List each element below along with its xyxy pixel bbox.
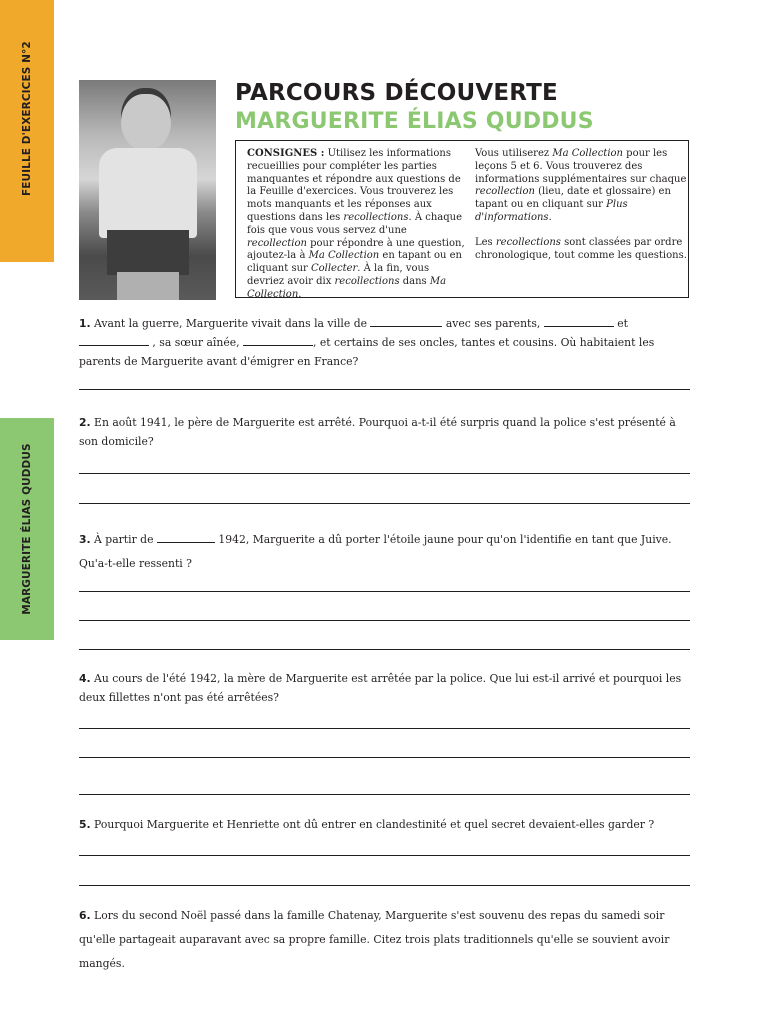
worksheet-tab-label: FEUILLE D'EXERCICES N°2 bbox=[21, 41, 33, 196]
question-number: 3. bbox=[79, 533, 91, 546]
fill-blank-parent-1[interactable] bbox=[544, 317, 614, 327]
question-text: 1942, Marguerite a dû porter l'étoile jaune pour qu'on l'identifie en tant que Juive. Qu'a-t-elle ressenti ? bbox=[79, 533, 672, 570]
instructions-em: recollections bbox=[343, 211, 409, 223]
instructions-em: Plus d'informations bbox=[475, 199, 628, 223]
instructions-em: recollections bbox=[495, 236, 561, 248]
fill-blank-city[interactable] bbox=[370, 317, 442, 327]
question-5 bbox=[79, 815, 694, 834]
answer-line[interactable] bbox=[79, 389, 690, 390]
fill-blank-sister[interactable] bbox=[243, 336, 313, 346]
instructions-text: (lieu, date et glossaire) en tapant ou en cliquant sur bbox=[475, 186, 671, 211]
instructions-text: . bbox=[548, 211, 552, 223]
question-2 bbox=[79, 413, 694, 451]
instructions-col-1 bbox=[247, 148, 469, 314]
question-text: avec ses parents, bbox=[442, 317, 544, 330]
instructions-text: Vous utiliserez bbox=[475, 148, 553, 159]
answer-line[interactable] bbox=[79, 855, 690, 856]
instructions-text: dans bbox=[399, 275, 430, 287]
question-text: Avant la guerre, Marguerite vivait dans la ville de bbox=[90, 317, 371, 330]
answer-line[interactable] bbox=[79, 473, 690, 474]
question-number: 1. bbox=[79, 317, 91, 330]
instructions-text: pour les leçons 5 et 6. Vous trouverez des informations supplémentaires sur chaque bbox=[475, 148, 687, 185]
person-tab-label: MARGUERITE ÉLIAS QUDDUS bbox=[21, 443, 33, 615]
instructions-box bbox=[235, 140, 689, 298]
question-number: 4. bbox=[79, 672, 91, 685]
question-text: En août 1941, le père de Marguerite est arrêté. Pourquoi a-t-il été surpris quand la police s'est présenté à son domicile? bbox=[79, 416, 676, 448]
page-subtitle: MARGUERITE ÉLIAS QUDDUS bbox=[235, 109, 594, 134]
instructions-em: recollection bbox=[475, 186, 535, 198]
question-text: À partir de bbox=[90, 533, 157, 546]
instructions-text: pour répondre à une question, ajoutez-la à bbox=[247, 237, 465, 262]
question-number: 2. bbox=[79, 416, 91, 429]
answer-line[interactable] bbox=[79, 794, 690, 795]
question-1 bbox=[79, 314, 694, 371]
fill-blank-parent-2[interactable] bbox=[79, 336, 149, 346]
question-4 bbox=[79, 669, 694, 707]
instructions-em: recollections bbox=[334, 275, 400, 287]
question-text: Pourquoi Marguerite et Henriette ont dû entrer en clandestinité et quel secret devaient-elles garder ? bbox=[90, 818, 655, 831]
instructions-em: Ma Collection bbox=[308, 250, 380, 262]
instructions-label: CONSIGNES : bbox=[247, 148, 325, 159]
question-3 bbox=[79, 528, 694, 576]
page-title: PARCOURS DÉCOUVERTE bbox=[235, 80, 558, 106]
answer-line[interactable] bbox=[79, 620, 690, 621]
question-text: et bbox=[613, 317, 628, 330]
instructions-text: . À chaque fois que vous vous servez d'une bbox=[247, 211, 462, 236]
question-number: 5. bbox=[79, 818, 91, 831]
instructions-text: . À la fin, vous devriez avoir dix bbox=[247, 263, 430, 287]
answer-line[interactable] bbox=[79, 728, 690, 729]
question-number: 6. bbox=[79, 909, 91, 922]
question-text: , et certains de ses oncles, tantes et cousins. Où habitaient les parents de Marguerite avant d'émigrer en France? bbox=[79, 336, 655, 368]
answer-line[interactable] bbox=[79, 649, 690, 650]
instructions-em: recollection bbox=[247, 237, 307, 249]
instructions-text: Utilisez les informations recueillies pour compléter les parties manquantes et répondre aux questions de la Feuille d'exercices. Vous trouverez les mots manquants et les réponses aux questions dans les bbox=[247, 148, 461, 223]
answer-line[interactable] bbox=[79, 591, 690, 592]
instructions-text: . bbox=[298, 288, 302, 300]
question-text: , sa sœur aînée, bbox=[149, 336, 243, 349]
question-text: Lors du second Noël passé dans la famille Chatenay, Marguerite s'est souvenu des repas du samedi soir qu'elle partageait auparavant avec sa propre famille. Citez trois plats traditionnels qu'elle se souvient avoir mangés. bbox=[79, 909, 670, 970]
question-6 bbox=[79, 904, 694, 976]
instructions-em: Collecter bbox=[310, 263, 358, 275]
answer-line[interactable] bbox=[79, 503, 690, 504]
fill-blank-month[interactable] bbox=[157, 533, 215, 543]
answer-line[interactable] bbox=[79, 757, 690, 758]
instructions-em: Ma Collection bbox=[552, 148, 623, 159]
answer-line[interactable] bbox=[79, 885, 690, 886]
instructions-text: Les bbox=[475, 236, 496, 248]
instructions-col-2 bbox=[475, 148, 687, 274]
portrait-photo bbox=[79, 80, 216, 300]
instructions-text: sont classées par ordre chronologique, tout comme les questions. bbox=[475, 236, 687, 261]
instructions-em: Ma Collection bbox=[247, 275, 447, 300]
instructions-text: en tapant ou en cliquant sur bbox=[247, 250, 462, 275]
question-text: Au cours de l'été 1942, la mère de Marguerite est arrêtée par la police. Que lui est-il arrivé et pourquoi les deux fillettes n'ont pas été arrêtées? bbox=[79, 672, 682, 704]
